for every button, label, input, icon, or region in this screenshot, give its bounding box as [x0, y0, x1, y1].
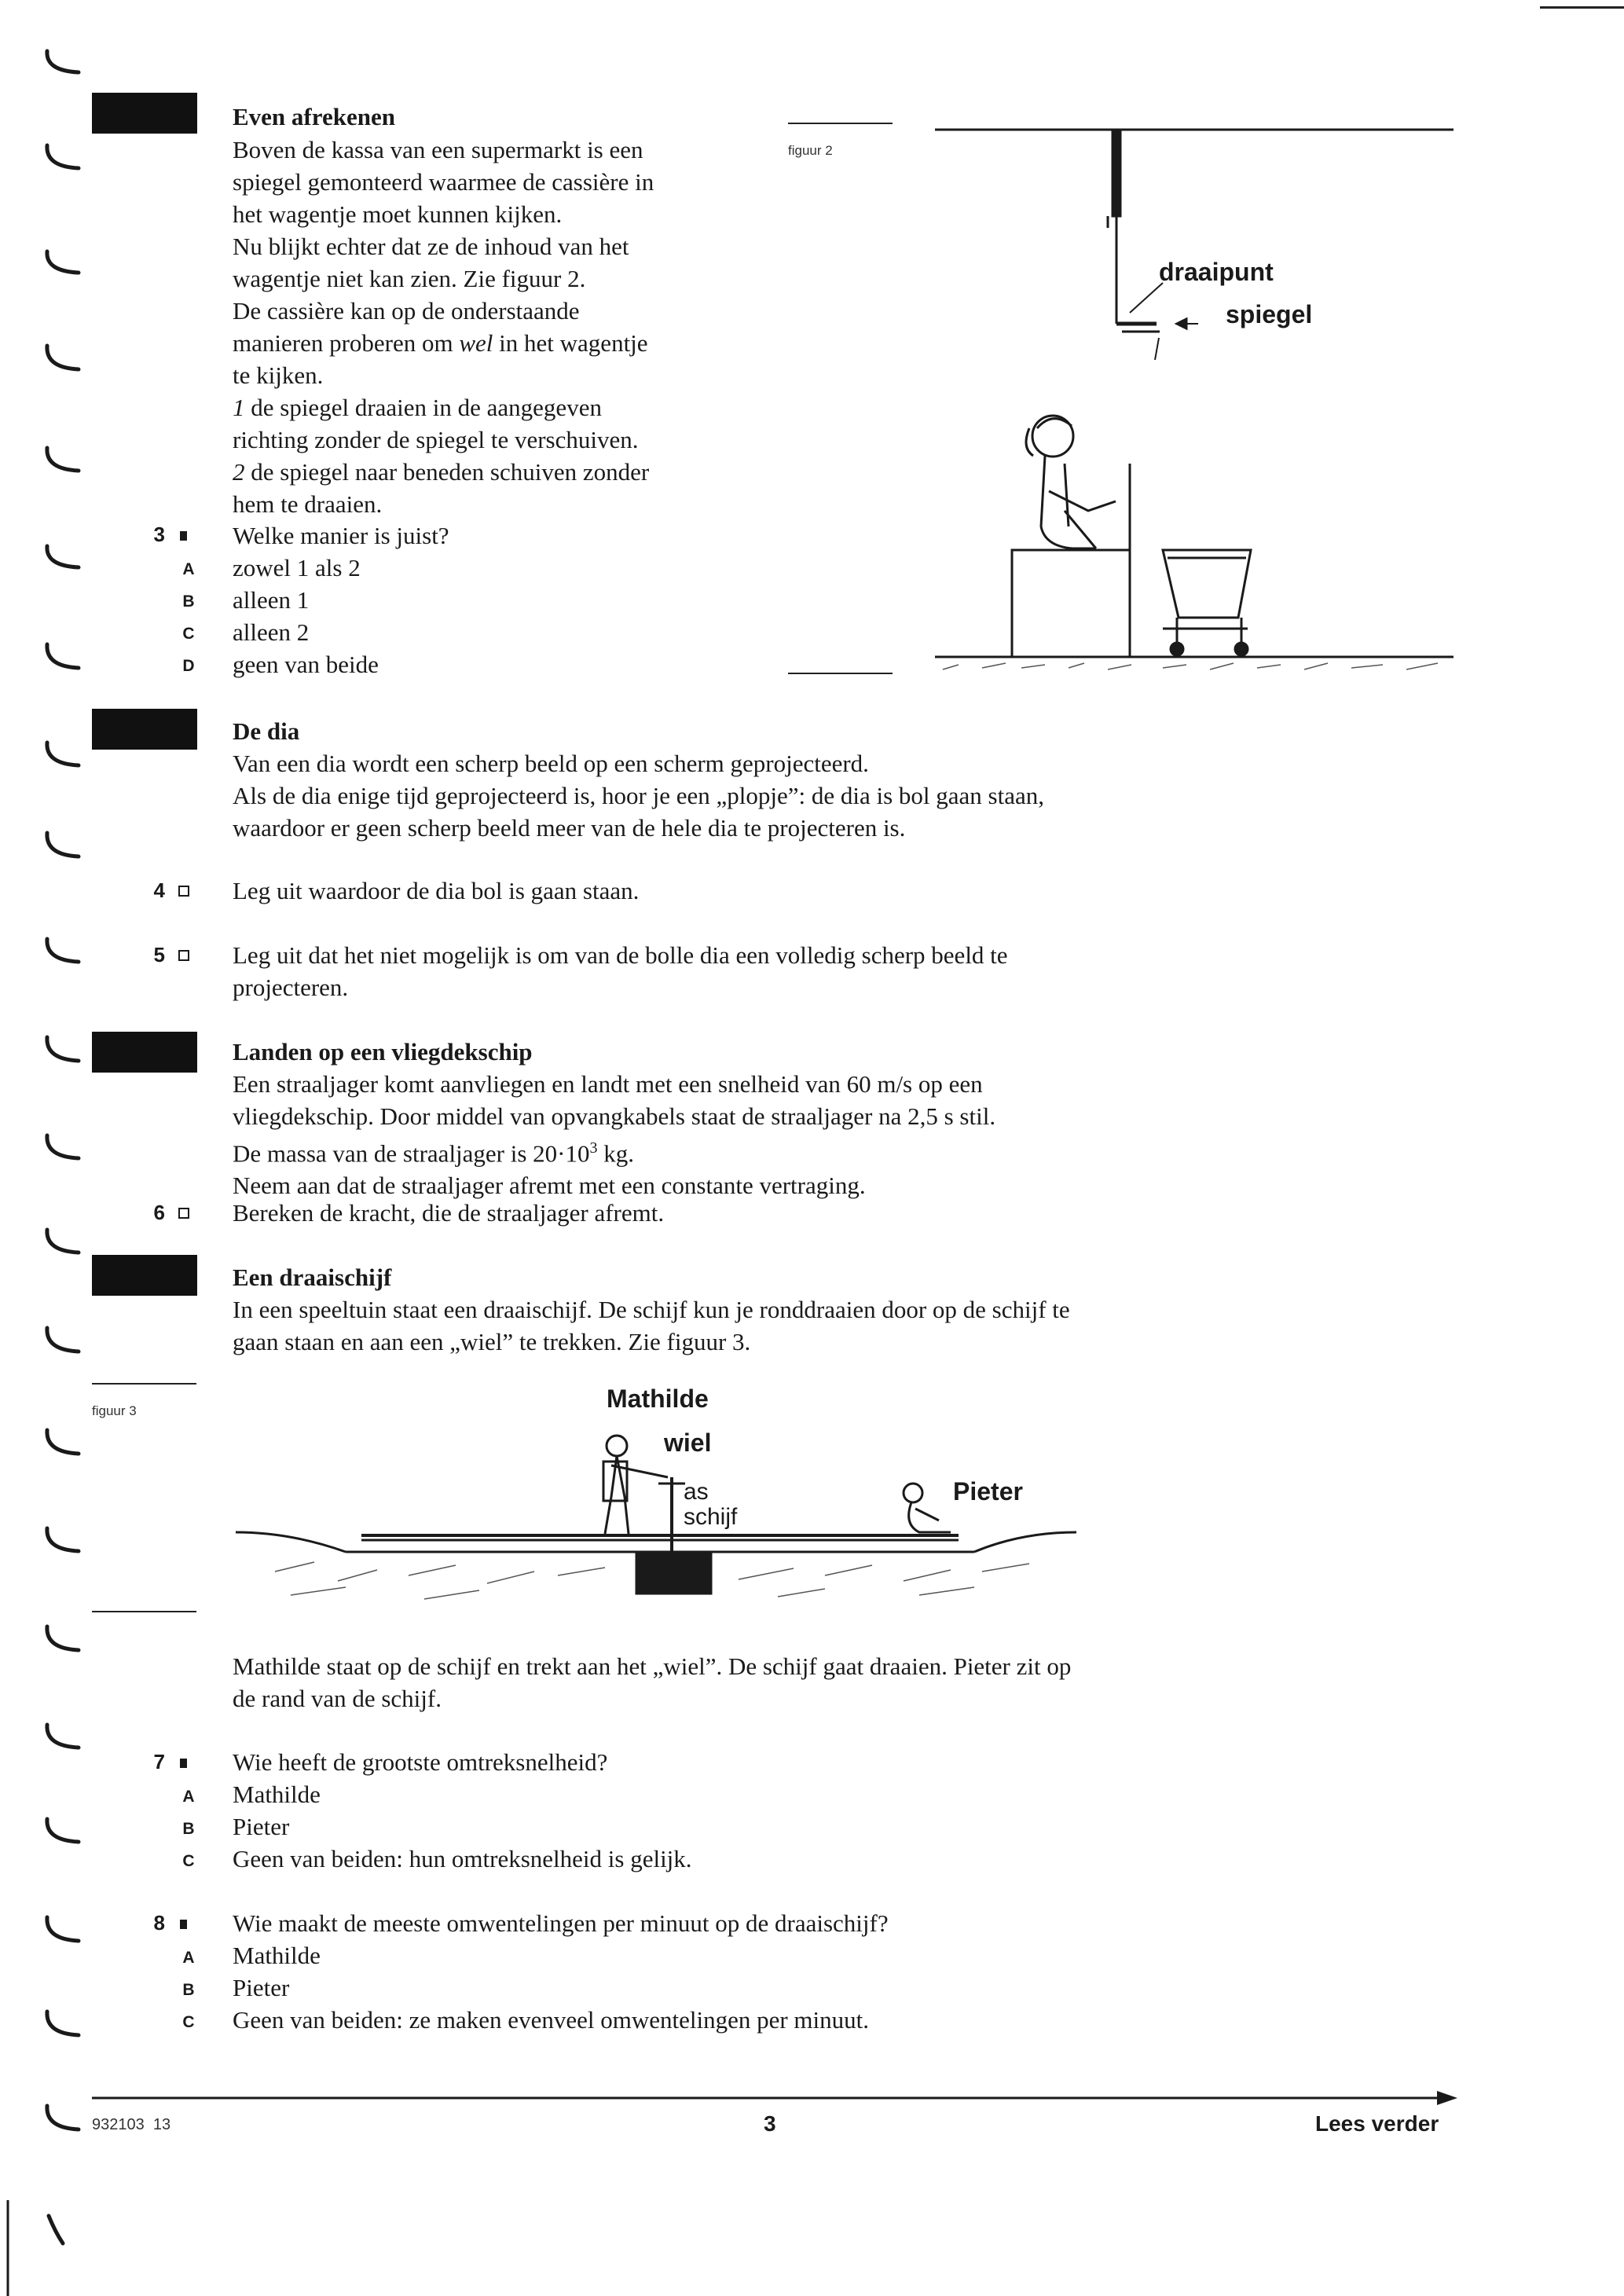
text-line: Boven de kassa van een supermarkt is een [233, 136, 643, 163]
continue-label: Lees verder [1315, 2111, 1439, 2136]
option-letter: A [182, 1788, 195, 1806]
section-title-1: Even afrekenen [233, 103, 395, 130]
pieter-label: Pieter [953, 1477, 1023, 1506]
footer-arrow-rule [92, 2086, 1459, 2110]
text-line: de rand van de schijf. [233, 1685, 442, 1712]
text-line: spiegel gemonteerd waarmee de cassière in [233, 168, 654, 196]
text-line: te kijken. [233, 361, 324, 389]
text-span: de spiegel draaien in de aangegeven [244, 394, 602, 421]
text-line: richting zonder de spiegel te verschuiven. [233, 426, 639, 453]
option-text: alleen 2 [233, 618, 310, 646]
text-line [233, 456, 783, 488]
section-bar-3 [92, 1032, 197, 1073]
question-number-8: 8 [153, 1911, 165, 1935]
pivot-label: draaipunt [1159, 258, 1274, 286]
figure-3-rule-top [92, 1383, 196, 1385]
text-line: Leg uit dat het niet mogelijk is om van de bolle dia een volledig scherp beeld te [233, 941, 1008, 969]
option-text: zowel 1 als 2 [233, 554, 361, 581]
section-2-text [233, 747, 1333, 844]
open-question-marker [178, 886, 189, 897]
question-4-text: Leg uit waardoor de dia bol is gaan staan. [233, 877, 640, 904]
text-line [233, 327, 783, 359]
text-span: in het wagentje [493, 329, 648, 357]
text-line: Van een dia wordt een scherp beeld op een scherm geprojecteerd. [233, 750, 869, 777]
section-4-after-text [233, 1650, 1333, 1715]
option-number: 2 [233, 458, 245, 486]
section-title-2: De dia [233, 717, 300, 745]
section-4-text [233, 1293, 1333, 1358]
option-number: 1 [233, 394, 245, 421]
option-letter: C [182, 2013, 195, 2031]
option-text: Geen van beiden: ze maken evenveel omwentelingen per minuut. [233, 2006, 869, 2034]
figure-2-rule-top [788, 123, 893, 124]
text-line: gaan staan en aan een „wiel” te trekken. Zie figuur 3. [233, 1328, 751, 1355]
section-1-text [233, 134, 783, 520]
text-line: Een straaljager komt aanvliegen en landt met een snelheid van 60 m/s op een [233, 1070, 983, 1098]
closed-question-marker [180, 531, 187, 541]
footer-code: 932103 13 [92, 2116, 171, 2133]
option-letter: B [182, 592, 195, 611]
text-line: hem te draaien. [233, 490, 383, 518]
figure-3-rule-bottom [92, 1611, 196, 1612]
text-line: vliegdekschip. Door middel van opvangkabels staat de straaljager na 2,5 s stil. [233, 1102, 996, 1130]
closed-question-marker [180, 1759, 187, 1768]
figure-2-rule-bottom [788, 673, 893, 674]
text-line: waardoor er geen scherp beeld meer van de hele dia te projecteren is. [233, 814, 906, 842]
option-letter: C [182, 625, 195, 643]
text-span: de spiegel naar beneden schuiven zonder [244, 458, 650, 486]
question-number-3: 3 [153, 523, 165, 546]
question-7-text: Wie heeft de grootste omtreksnelheid? [233, 1748, 608, 1776]
section-bar-2 [92, 709, 197, 750]
top-right-mark [1540, 6, 1624, 9]
axle-label: as [684, 1479, 709, 1505]
option-text: Geen van beiden: hun omtreksnelheid is gelijk. [233, 1845, 692, 1872]
question-number-5: 5 [153, 943, 165, 966]
binder-marks [0, 0, 102, 2296]
option-text: alleen 1 [233, 586, 310, 614]
closed-question-marker [180, 1920, 187, 1929]
text-line: De cassière kan op de onderstaande [233, 297, 580, 325]
section-bar-1 [92, 93, 197, 134]
text-line: wagentje niet kan zien. Zie figuur 2. [233, 265, 586, 292]
option-letter: D [182, 657, 195, 675]
disc-label: schijf [684, 1504, 738, 1530]
text-line [233, 1132, 1333, 1169]
option-letter: B [182, 1820, 195, 1838]
question-3-text: Welke manier is juist? [233, 522, 449, 549]
section-bar-4 [92, 1255, 197, 1296]
mathilde-label: Mathilde [607, 1385, 709, 1413]
question-5-text [233, 939, 1333, 1003]
text-line [233, 391, 783, 424]
text-line: projecteren. [233, 974, 349, 1001]
open-question-marker [178, 950, 189, 961]
option-letter: A [182, 1949, 195, 1967]
option-letter: C [182, 1852, 195, 1870]
text-line: het wagentje moet kunnen kijken. [233, 200, 563, 228]
figure-2-caption: figuur 2 [788, 143, 833, 158]
text-line: In een speeltuin staat een draaischijf. De schijf kun je ronddraaien door op de schijf te [233, 1296, 1070, 1323]
question-number-7: 7 [153, 1750, 165, 1773]
option-text: Pieter [233, 1974, 290, 2001]
exponent: 3 [589, 1139, 598, 1157]
text-span: manieren proberen om [233, 329, 460, 357]
open-question-marker [178, 1208, 189, 1219]
wheel-label: wiel [664, 1429, 712, 1457]
option-text: Mathilde [233, 1942, 321, 1969]
question-6-text: Bereken de kracht, die de straaljager afremt. [233, 1199, 665, 1227]
option-text: geen van beide [233, 651, 379, 678]
option-text: Mathilde [233, 1781, 321, 1808]
option-letter: B [182, 1981, 195, 1999]
question-8-text: Wie maakt de meeste omwentelingen per minuut op de draaischijf? [233, 1909, 889, 1937]
section-title-3: Landen op een vliegdekschip [233, 1038, 533, 1065]
section-title-4: Een draaischijf [233, 1264, 392, 1291]
text-line: Mathilde staat op de schijf en trekt aan het „wiel”. De schijf gaat draaien. Pieter zit op [233, 1652, 1072, 1680]
option-letter: A [182, 560, 195, 578]
text-span: kg. [597, 1139, 635, 1168]
text-line: Neem aan dat de straaljager afremt met een constante vertraging. [233, 1172, 866, 1200]
question-number-6: 6 [153, 1201, 165, 1224]
mirror-label: spiegel [1226, 300, 1313, 328]
emphasis: wel [459, 329, 493, 357]
text-line: Als de dia enige tijd geprojecteerd is, hoor je een „plopje”: de dia is bol gaan staan, [233, 782, 1044, 809]
figure-3-caption: figuur 3 [92, 1403, 137, 1418]
option-text: Pieter [233, 1813, 290, 1840]
text-line: Nu blijkt echter dat ze de inhoud van het [233, 233, 629, 260]
page-number: 3 [764, 2111, 776, 2136]
section-3-text [233, 1068, 1333, 1201]
question-number-4: 4 [153, 878, 165, 902]
figure-2-drawing [927, 118, 1461, 684]
text-span: De massa van de straaljager is 20·10 [233, 1139, 590, 1168]
